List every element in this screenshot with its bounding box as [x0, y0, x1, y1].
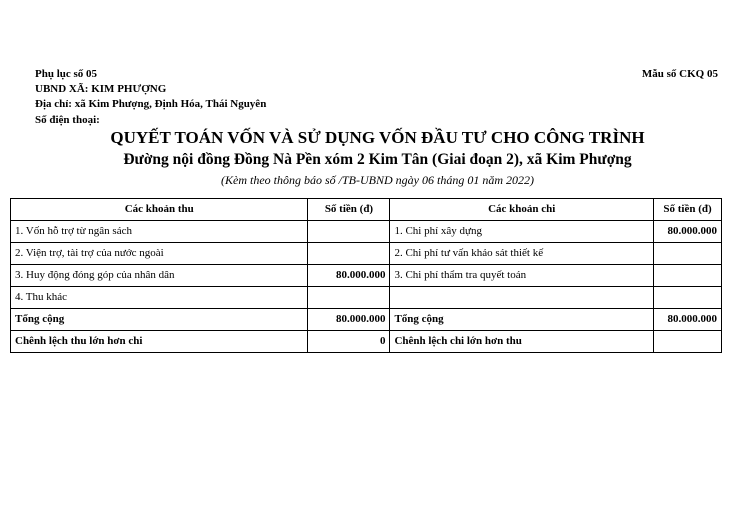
- settlement-table: [10, 198, 722, 353]
- form-number: Mẫu số CKQ 05: [641, 68, 718, 80]
- expense-surplus-amount: [654, 331, 722, 353]
- phone-label: Số điện thoại:: [35, 114, 100, 126]
- address-label: Địa chỉ: xã Kim Phượng, Định Hóa, Thái Nguyên: [35, 98, 267, 110]
- expense-item: 1. Chi phí xây dựng: [390, 221, 654, 243]
- income-total-amount: 80.000.000: [308, 309, 390, 331]
- header-expense: Các khoản chi: [390, 199, 654, 221]
- income-amount: [308, 243, 390, 265]
- document-subtitle: Đường nội đồng Đồng Nà Pền xóm 2 Kim Tân (Giai đoạn 2), xã Kim Phượng: [123, 151, 632, 168]
- income-item: 4. Thu khác: [11, 287, 308, 309]
- expense-amount: [654, 287, 722, 309]
- expense-amount: [654, 265, 722, 287]
- appendix-label: Phụ lục số 05: [35, 68, 98, 80]
- total-row: [11, 309, 722, 331]
- expense-item: 2. Chi phí tư vấn khảo sát thiết kế: [390, 243, 654, 265]
- income-item: 2. Viện trợ, tài trợ của nước ngoài: [11, 243, 308, 265]
- income-amount: [308, 221, 390, 243]
- table-row: [11, 265, 722, 287]
- header-income: Các khoản thu: [11, 199, 308, 221]
- table-row: [11, 287, 722, 309]
- difference-row: [11, 331, 722, 353]
- document-note: (Kèm theo thông báo số /TB-UBND ngày 06 tháng 01 năm 2022): [221, 173, 534, 187]
- table-row: [11, 221, 722, 243]
- table-row: [11, 243, 722, 265]
- income-surplus-amount: 0: [308, 331, 390, 353]
- expense-item: [390, 287, 654, 309]
- income-item: 3. Huy động đóng góp của nhân dân: [11, 265, 308, 287]
- expense-amount: [654, 243, 722, 265]
- expense-surplus-label: Chênh lệch chi lớn hơn thu: [390, 331, 654, 353]
- income-surplus-label: Chênh lệch thu lớn hơn chi: [11, 331, 308, 353]
- ubnd-label: UBND XÃ: KIM PHƯỢNG: [35, 83, 167, 95]
- expense-total-label: Tổng cộng: [390, 309, 654, 331]
- table-header-row: [11, 199, 722, 221]
- expense-amount: 80.000.000: [654, 221, 722, 243]
- header-income-amount: Số tiền (đ): [308, 199, 390, 221]
- income-amount: 80.000.000: [308, 265, 390, 287]
- income-total-label: Tổng cộng: [11, 309, 308, 331]
- income-item: 1. Vốn hỗ trợ từ ngân sách: [11, 221, 308, 243]
- expense-total-amount: 80.000.000: [654, 309, 722, 331]
- expense-item: 3. Chi phí thẩm tra quyết toán: [390, 265, 654, 287]
- header-expense-amount: Số tiền (đ): [654, 199, 722, 221]
- income-amount: [308, 287, 390, 309]
- document-title: QUYẾT TOÁN VỐN VÀ SỬ DỤNG VỐN ĐẦU TƯ CHO CÔNG TRÌNH: [110, 128, 645, 147]
